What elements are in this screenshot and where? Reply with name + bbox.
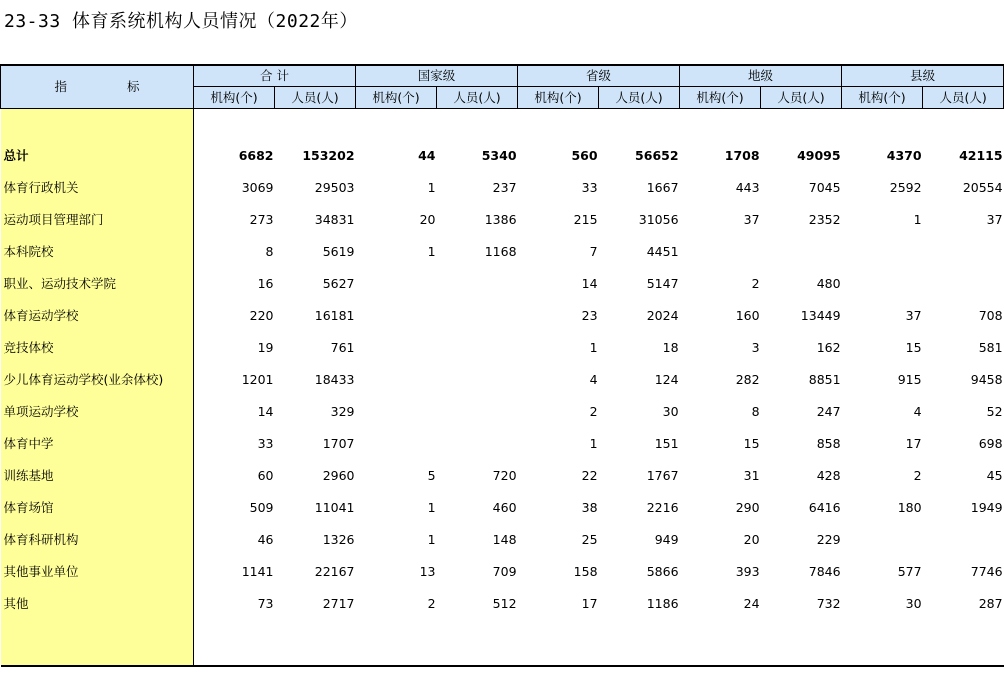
row-label: 其他事业单位 [1,555,194,587]
spacer-row [1,109,1004,140]
cell-personnel: 5627 [322,275,355,291]
cell-personnel: 949 [654,531,679,547]
cell-personnel: 7045 [808,179,841,195]
cell-institutions: 160 [735,307,760,323]
cell-personnel: 732 [816,595,841,611]
cell-institutions: 3 [751,339,760,355]
cell-personnel: 287 [978,595,1003,611]
page-title: 23-33 体育系统机构人员情况（2022年） [4,11,358,32]
cell-personnel: 2960 [322,467,355,483]
cell-personnel: 42115 [959,147,1003,163]
table-row [1,171,1004,203]
cell-institutions: 33 [581,179,598,195]
cell-personnel: 37 [986,211,1003,227]
cell-institutions: 15 [905,339,922,355]
header-sub-institutions: 机构(个) [356,87,437,109]
cell-institutions [842,267,923,299]
cell-institutions [356,363,437,395]
cell-institutions: 1 [427,179,436,195]
row-label: 体育科研机构 [1,523,194,555]
cell-personnel: 761 [330,339,355,355]
cell-personnel [437,363,518,395]
row-label: 体育运动学校 [1,299,194,331]
cell-institutions: 393 [735,563,760,579]
cell-personnel: 34831 [314,211,355,227]
cell-personnel [923,523,1004,555]
cell-institutions: 46 [257,531,274,547]
cell-institutions: 1 [589,435,598,451]
cell-personnel [923,267,1004,299]
cell-personnel: 1386 [484,211,517,227]
cell-institutions: 290 [735,499,760,515]
cell-personnel: 20554 [962,179,1003,195]
cell-personnel: 2352 [808,211,841,227]
cell-institutions: 282 [735,371,760,387]
header-sub-personnel: 人员(人) [923,87,1004,109]
table-row [1,395,1004,427]
header-group-national: 国家级 [356,65,518,87]
cell-personnel: 162 [816,339,841,355]
bottom-spacer-row [1,619,1004,666]
cell-personnel: 229 [816,531,841,547]
cell-institutions: 37 [905,307,922,323]
cell-personnel: 720 [492,467,517,483]
cell-personnel: 1326 [322,531,355,547]
cell-institutions: 1 [589,339,598,355]
cell-personnel: 2717 [322,595,355,611]
cell-institutions: 30 [905,595,922,611]
table-row [1,235,1004,267]
cell-personnel: 460 [492,499,517,515]
row-label: 总计 [1,139,194,171]
cell-personnel: 1186 [646,595,679,611]
cell-personnel: 5340 [481,147,517,163]
cell-institutions: 577 [897,563,922,579]
cell-personnel: 329 [330,403,355,419]
cell-personnel: 247 [816,403,841,419]
cell-personnel: 18 [662,339,679,355]
cell-personnel: 2024 [646,307,679,323]
cell-institutions: 6682 [238,147,274,163]
row-label: 体育场馆 [1,491,194,523]
cell-institutions: 158 [573,563,598,579]
cell-personnel: 1767 [646,467,679,483]
table-row [1,267,1004,299]
cell-personnel: 124 [654,371,679,387]
cell-personnel: 153202 [302,147,355,163]
cell-personnel: 480 [816,275,841,291]
cell-institutions: 8 [265,243,274,259]
table-row [1,203,1004,235]
header-sub-personnel: 人员(人) [761,87,842,109]
header-sub-institutions: 机构(个) [842,87,923,109]
header-row-groups [1,65,1004,87]
cell-institutions: 3069 [241,179,274,195]
cell-institutions: 15 [743,435,760,451]
cell-institutions [680,235,761,267]
cell-personnel: 2216 [646,499,679,515]
cell-institutions: 23 [581,307,598,323]
cell-institutions: 4370 [886,147,922,163]
header-indicator: 指 标 [1,65,194,109]
header-group-total: 合 计 [194,65,356,87]
cell-institutions: 20 [743,531,760,547]
cell-institutions: 16 [257,275,274,291]
cell-personnel: 698 [978,435,1003,451]
cell-personnel: 4451 [646,243,679,259]
cell-personnel: 29503 [314,179,355,195]
cell-personnel: 1168 [484,243,517,259]
cell-personnel: 1949 [970,499,1003,515]
cell-personnel: 237 [492,179,517,195]
header-group-prefecture: 地级 [680,65,842,87]
cell-personnel: 30 [662,403,679,419]
row-label: 体育中学 [1,427,194,459]
cell-institutions: 24 [743,595,760,611]
cell-institutions: 4 [589,371,598,387]
table-row [1,363,1004,395]
cell-personnel: 708 [978,307,1003,323]
cell-institutions: 915 [897,371,922,387]
cell-institutions: 1 [427,499,436,515]
cell-institutions: 220 [249,307,274,323]
cell-personnel: 581 [978,339,1003,355]
header-sub-institutions: 机构(个) [680,87,761,109]
cell-personnel: 1707 [322,435,355,451]
cell-personnel: 709 [492,563,517,579]
cell-institutions: 4 [913,403,922,419]
cell-institutions: 2 [427,595,436,611]
row-label: 职业、运动技术学院 [1,267,194,299]
cell-institutions: 14 [257,403,274,419]
header-sub-personnel: 人员(人) [437,87,518,109]
row-label: 体育行政机关 [1,171,194,203]
cell-personnel: 428 [816,467,841,483]
table-row [1,427,1004,459]
cell-institutions: 7 [589,243,598,259]
cell-personnel: 13449 [800,307,841,323]
header-sub-institutions: 机构(个) [518,87,599,109]
cell-personnel: 31056 [638,211,679,227]
cell-personnel: 8851 [808,371,841,387]
cell-institutions: 14 [581,275,598,291]
cell-personnel: 5866 [646,563,679,579]
cell-institutions: 2592 [889,179,922,195]
table-row [1,459,1004,491]
cell-personnel: 56652 [635,147,679,163]
table-row [1,587,1004,619]
table-row-total [1,139,1004,171]
table-row [1,299,1004,331]
row-label: 本科院校 [1,235,194,267]
cell-institutions [356,395,437,427]
cell-institutions: 17 [581,595,598,611]
cell-institutions: 1708 [724,147,760,163]
cell-institutions: 443 [735,179,760,195]
cell-institutions: 60 [257,467,274,483]
table-row [1,491,1004,523]
cell-personnel [761,235,842,267]
cell-personnel: 148 [492,531,517,547]
cell-personnel [437,427,518,459]
cell-institutions: 1 [427,531,436,547]
cell-institutions: 2 [589,403,598,419]
table-body [1,109,1004,667]
table-row [1,523,1004,555]
cell-personnel: 22167 [314,563,355,579]
cell-institutions: 44 [418,147,436,163]
cell-institutions: 25 [581,531,598,547]
cell-personnel: 49095 [797,147,841,163]
cell-institutions: 37 [743,211,760,227]
cell-institutions [356,267,437,299]
cell-institutions: 273 [249,211,274,227]
cell-personnel: 5619 [322,243,355,259]
row-label: 其他 [1,587,194,619]
header-sub-personnel: 人员(人) [599,87,680,109]
cell-personnel: 858 [816,435,841,451]
cell-institutions: 73 [257,595,274,611]
cell-institutions: 1141 [241,563,274,579]
cell-personnel: 45 [986,467,1003,483]
cell-institutions [842,235,923,267]
cell-personnel: 11041 [314,499,355,515]
cell-institutions: 38 [581,499,598,515]
cell-personnel: 5147 [646,275,679,291]
cell-institutions: 33 [257,435,274,451]
table-row [1,555,1004,587]
row-label: 单项运动学校 [1,395,194,427]
header-sub-institutions: 机构(个) [194,87,275,109]
row-label: 竞技体校 [1,331,194,363]
cell-institutions: 2 [751,275,760,291]
cell-institutions [356,331,437,363]
cell-personnel: 6416 [808,499,841,515]
cell-institutions: 20 [419,211,436,227]
cell-personnel: 1667 [646,179,679,195]
cell-institutions: 1201 [241,371,274,387]
cell-personnel [437,331,518,363]
cell-institutions: 5 [427,467,436,483]
cell-personnel [437,395,518,427]
cell-institutions: 19 [257,339,274,355]
cell-personnel: 16181 [314,307,355,323]
cell-institutions [356,427,437,459]
cell-personnel: 52 [986,403,1003,419]
cell-institutions: 31 [743,467,760,483]
cell-institutions: 215 [573,211,598,227]
row-label: 训练基地 [1,459,194,491]
row-label: 运动项目管理部门 [1,203,194,235]
cell-personnel: 18433 [314,371,355,387]
cell-institutions [356,299,437,331]
cell-institutions [842,523,923,555]
cell-personnel [437,267,518,299]
cell-institutions: 13 [419,563,436,579]
cell-institutions: 1 [427,243,436,259]
cell-institutions: 2 [913,467,922,483]
cell-personnel: 7846 [808,563,841,579]
statistics-table [0,64,1004,667]
cell-institutions: 22 [581,467,598,483]
cell-personnel: 7746 [970,563,1003,579]
cell-institutions: 509 [249,499,274,515]
table-row [1,331,1004,363]
cell-personnel: 151 [654,435,679,451]
header-sub-personnel: 人员(人) [275,87,356,109]
row-label: 少儿体育运动学校(业余体校) [1,363,194,395]
cell-personnel: 9458 [970,371,1003,387]
cell-personnel [437,299,518,331]
header-group-provincial: 省级 [518,65,680,87]
cell-institutions: 1 [913,211,922,227]
cell-personnel: 512 [492,595,517,611]
cell-personnel [923,235,1004,267]
cell-institutions: 17 [905,435,922,451]
header-group-county: 县级 [842,65,1004,87]
cell-institutions: 560 [571,147,598,163]
cell-institutions: 180 [897,499,922,515]
cell-institutions: 8 [751,403,760,419]
